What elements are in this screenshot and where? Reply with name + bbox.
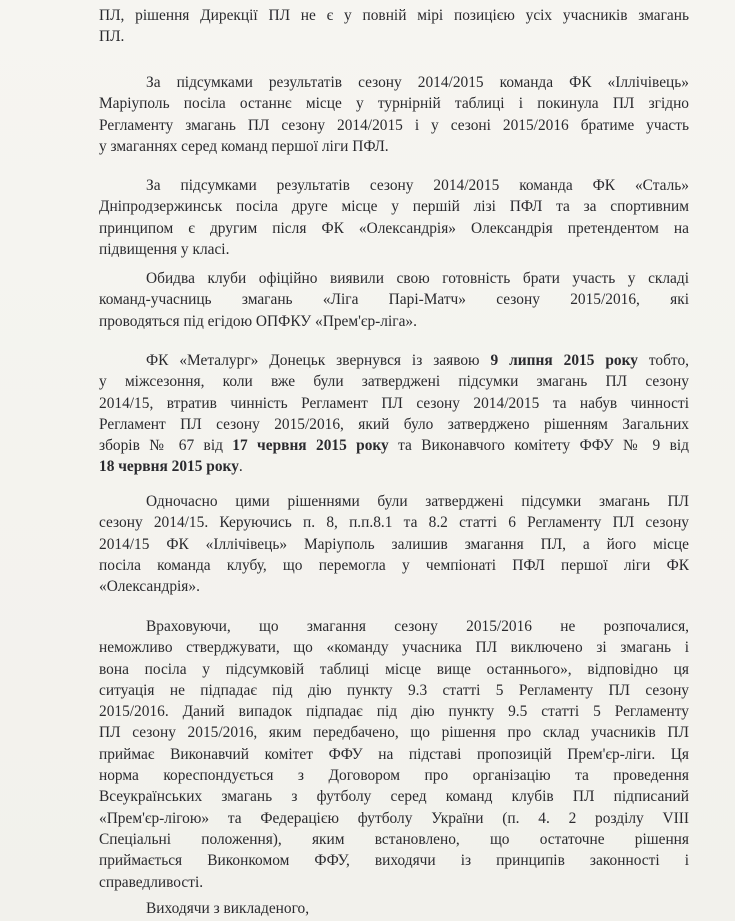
text-line: ПЛ, рішення Дирекції ПЛ не є у повній мірі позицією усіх учасників змагань xyxy=(99,7,689,24)
text-line: проводяться під егідою ОПФКУ «Прем'єр-ліга». xyxy=(99,312,417,330)
text-fragment: тобто, xyxy=(637,352,690,369)
text-line: команд-учасниць змагань «Ліга Парі-Матч» сезону 2015/2016, які xyxy=(99,291,689,309)
text-line: 2015/2016. Даний випадок підпадає під дію пункту 9.5 статті 5 Регламенту xyxy=(99,703,689,721)
text-fragment: та Виконавчого комітету ФФУ № 9 від xyxy=(388,437,689,455)
paragraph-stal xyxy=(99,175,689,260)
paragraph-continuation xyxy=(99,5,689,48)
text-line: «Олександрія». xyxy=(99,578,200,596)
text-line: Регламент ПЛ сезону 2015/2016, який було затверджено рішенням Загальних xyxy=(99,415,689,433)
text-line: 2014/15 ФК «Іллічівець» Маріуполь залишив змагання ПЛ, а його місце xyxy=(99,535,689,553)
date-bold: 18 червня 2015 року xyxy=(99,458,239,476)
text-line: посіла команда клубу, що перемогла у чемпіонаті ПФЛ першої ліги ФК xyxy=(99,556,689,574)
text-line: справедливості. xyxy=(99,873,204,891)
text-line: Спеціальні положення), яким встановлено, що остаточне рішення xyxy=(99,830,689,848)
text-line: За підсумками результатів сезону 2014/2015 команда ФК «Сталь» xyxy=(146,177,689,194)
text-line xyxy=(99,350,689,371)
paragraph-illichivets xyxy=(99,72,689,157)
text-fragment: . xyxy=(238,458,243,476)
text-line: у змаганнях серед команд першої ліги ПФЛ. xyxy=(99,137,389,155)
text-line: За підсумками результатів сезону 2014/2015 команда ФК «Іллічівець» xyxy=(146,74,689,91)
text-line xyxy=(99,456,689,477)
text-line: 2014/15, втратив чинність Регламент ПЛ сезону 2014/2015 та набув чинності xyxy=(99,394,689,412)
paragraph-considering xyxy=(99,616,689,893)
text-line: Виходячи з викладеного, xyxy=(146,900,310,917)
paragraph-simultaneously xyxy=(99,491,689,597)
text-line: Враховуючи, що змагання сезону 2015/2016 не розпочалися, xyxy=(146,618,689,635)
text-line: ситуація не підпадає під дію пункту 9.3 статті 5 Регламенту ПЛ сезону xyxy=(99,681,689,699)
text-line: підвищення у класі. xyxy=(99,240,230,258)
text-line: ПЛ. xyxy=(99,28,125,46)
text-line: принципом є другим після ФК «Олександрія» Олександрія претендентом на xyxy=(99,219,689,237)
text-fragment: ФК «Металург» Донецьк звернувся із заявою xyxy=(146,352,491,369)
text-line: норма кореспондується з Договором про організацію та проведення xyxy=(99,767,689,785)
text-line: приймає Виконавчий комітет ФФУ на підставі пропозицій Прем'єр-ліги. Ця xyxy=(99,745,689,763)
text-line: Всеукраїнських змагань з футболу серед команд клубів ПЛ підписаний xyxy=(99,788,689,806)
paragraph-metalurg xyxy=(99,350,689,478)
paragraph-therefore xyxy=(99,898,689,919)
text-line: приймається Виконкомом ФФУ, виходячи із принципів законності і xyxy=(99,852,689,870)
text-line: вона посіла у підсумковій таблиці місце вище останнього», відповідно ця xyxy=(99,660,689,678)
text-line: Регламенту змагань ПЛ сезону 2014/2015 і у сезоні 2015/2016 братиме участь xyxy=(99,116,689,134)
text-line xyxy=(99,435,689,456)
paragraph-both-clubs xyxy=(99,268,689,332)
text-fragment: зборів № 67 від xyxy=(99,437,233,455)
text-line: Одночасно цими рішеннями були затверджені підсумки змагань ПЛ xyxy=(146,493,689,510)
text-line: «Прем'єр-лігою» та Федерацією футболу України (п. 4. 2 розділу VIII xyxy=(99,809,689,827)
text-line: Дніпродзержинськ посіла друге місце у першій лізі ПФЛ та за спортивним xyxy=(99,198,689,216)
text-line: Маріуполь посіла останнє місце у турнірній таблиці і покинула ПЛ згідно xyxy=(99,95,689,113)
text-line: ПЛ сезону 2015/2016, яким передбачено, що рішення про склад учасників ПЛ xyxy=(99,724,689,742)
text-line: у міжсезоння, коли вже були затверджені підсумки змагань ПЛ сезону xyxy=(99,373,689,391)
text-line: Обидва клуби офіційно виявили свою готовність брати участь у складі xyxy=(146,270,689,287)
date-bold: 9 липня 2015 року xyxy=(490,352,638,369)
text-line: неможливо стверджувати, що «команду учасника ПЛ виключено зі змагань і xyxy=(99,639,689,657)
date-bold: 17 червня 2015 року xyxy=(232,437,389,455)
text-line: сезону 2014/15. Керуючись п. 8, п.п.8.1 та 8.2 статті 6 Регламенту ПЛ сезону xyxy=(99,514,689,532)
